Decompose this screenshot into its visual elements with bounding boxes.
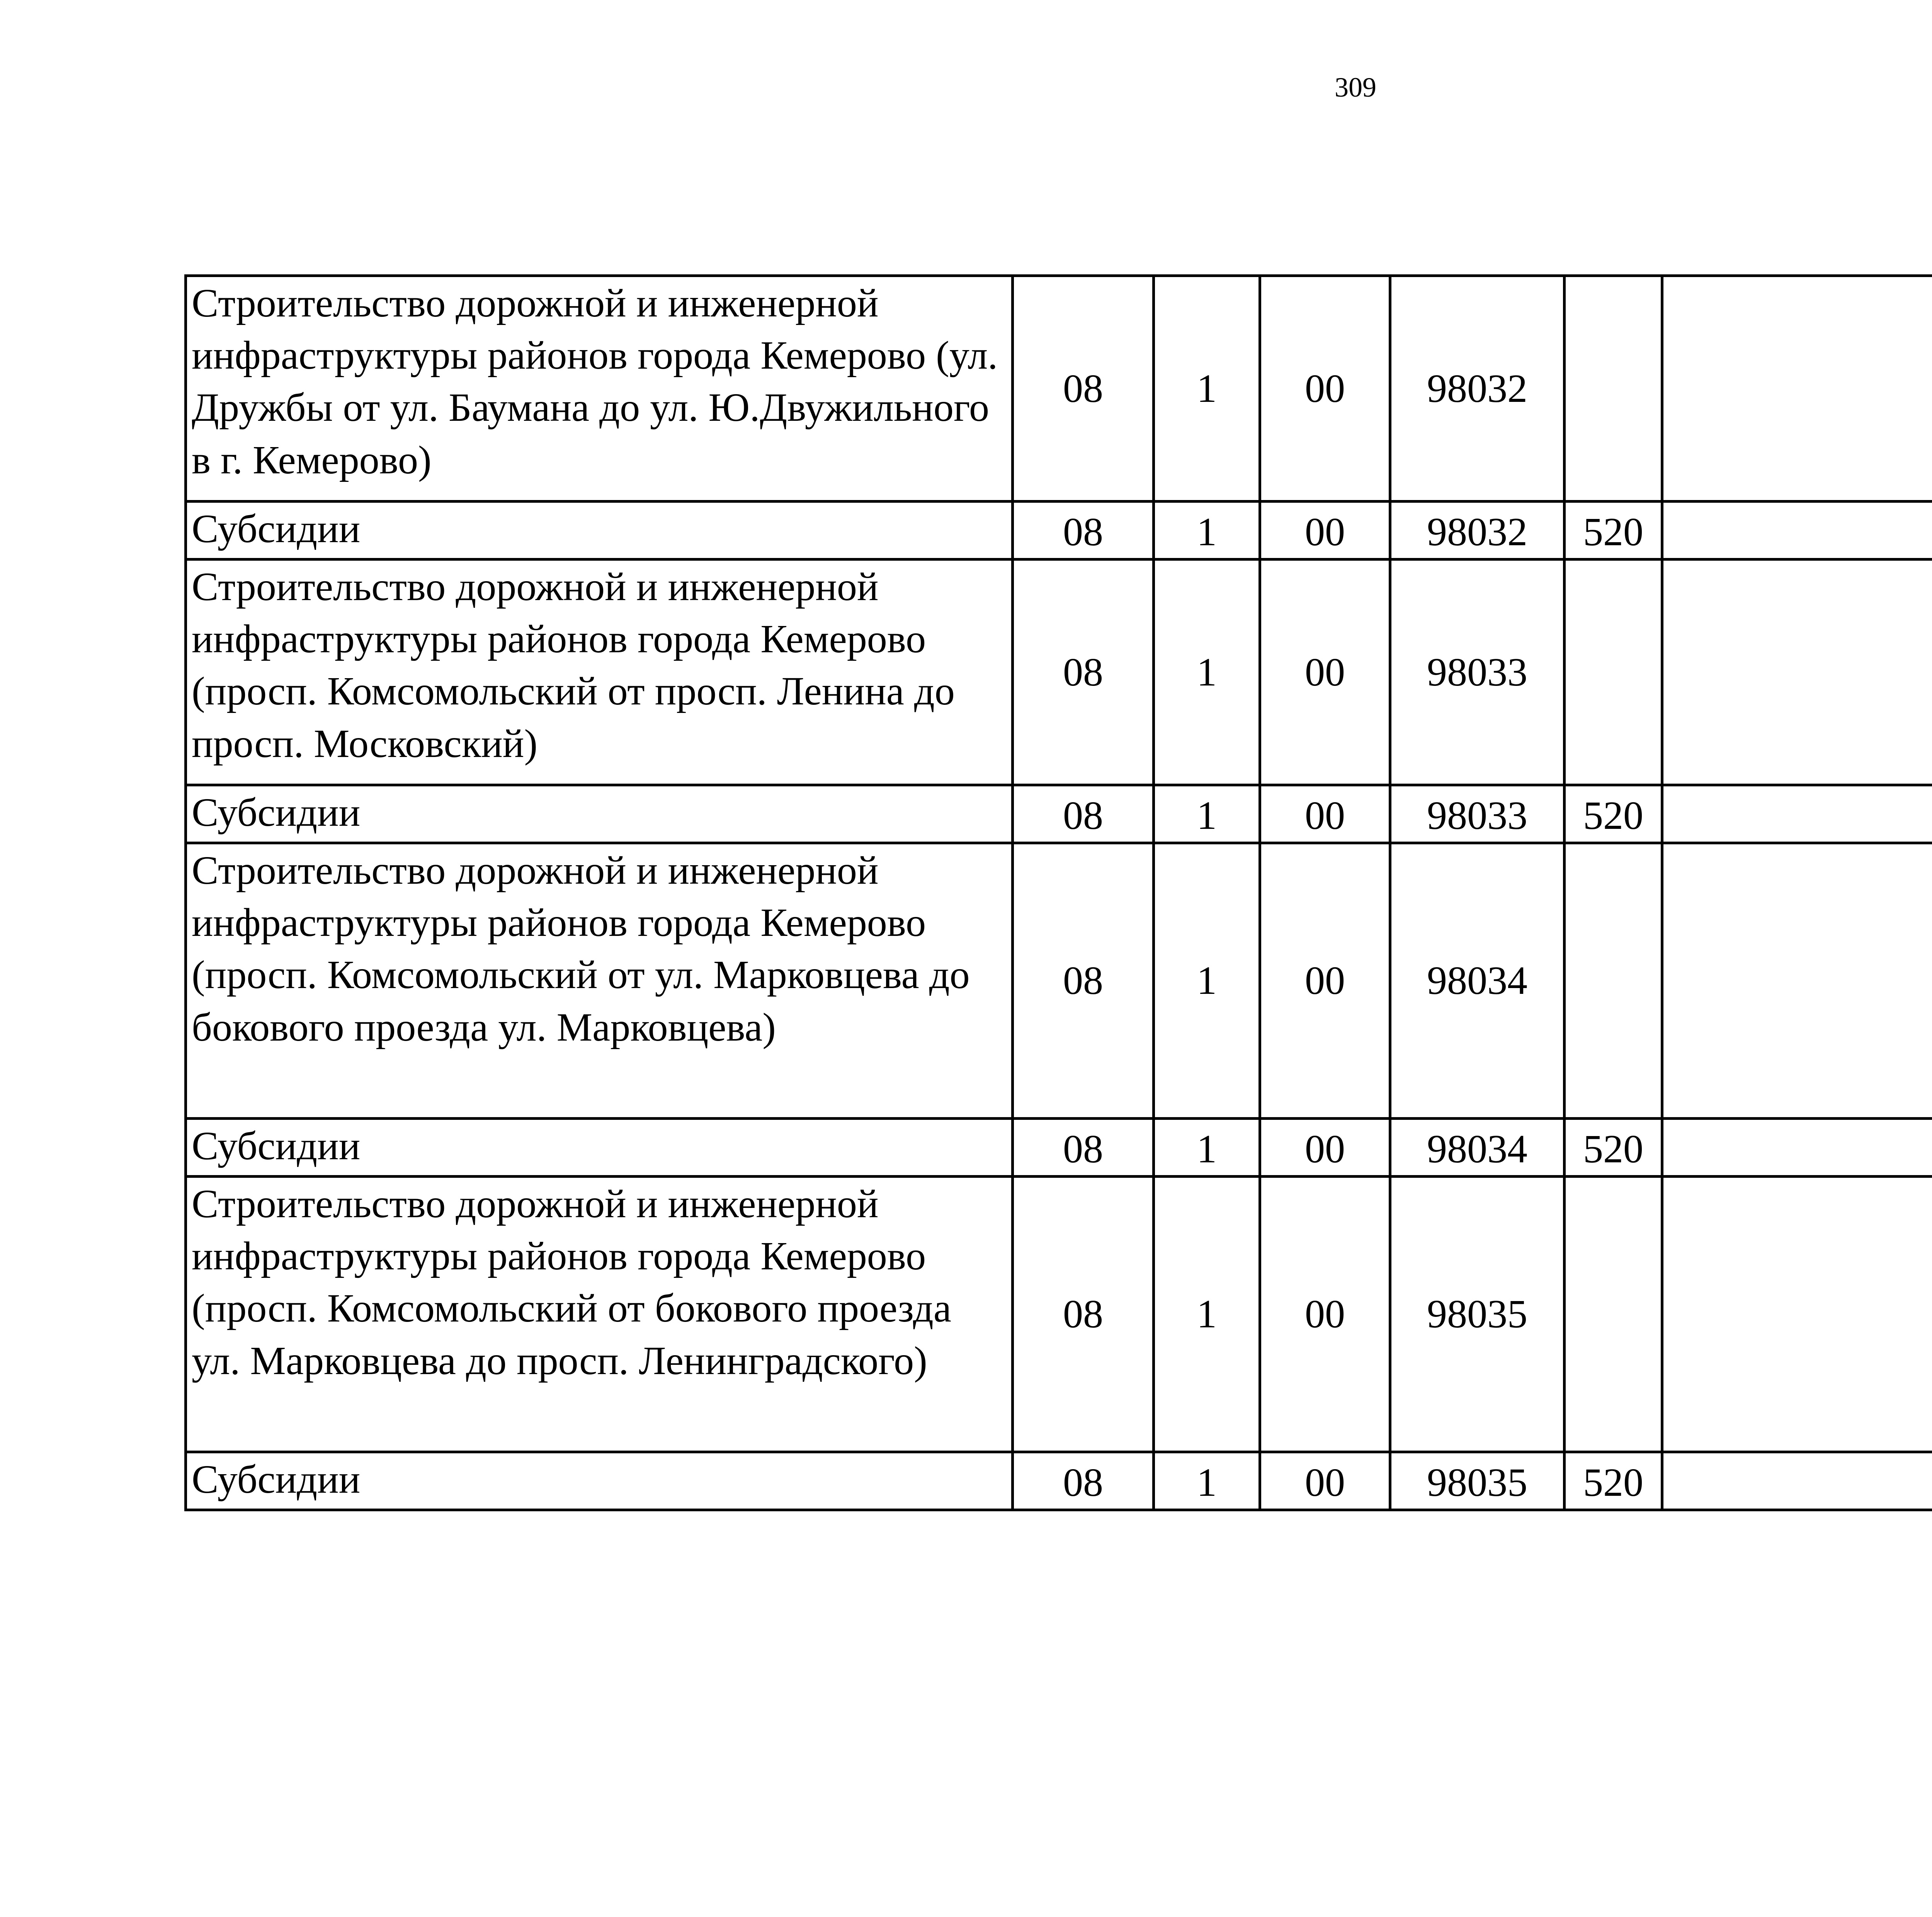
expense-type-code: 520 [1565, 502, 1662, 560]
section-code: 08 [1013, 560, 1154, 785]
expense-type-code: 520 [1565, 785, 1662, 843]
section-code: 08 [1013, 785, 1154, 843]
section-code: 08 [1013, 1452, 1154, 1510]
amount-column-1 [1662, 785, 1932, 843]
target-article-code: 98032 [1390, 502, 1565, 560]
target-article-code: 98035 [1390, 1177, 1565, 1452]
program-code: 1 [1154, 785, 1260, 843]
section-code: 08 [1013, 843, 1154, 1119]
subprogram-code: 00 [1260, 843, 1390, 1119]
subprogram-code: 00 [1260, 785, 1390, 843]
program-code: 1 [1154, 1452, 1260, 1510]
expense-type-code [1565, 560, 1662, 785]
amount-column-1 [1662, 276, 1932, 502]
table-row [186, 276, 1932, 502]
table-row [186, 560, 1932, 785]
target-article-code: 98034 [1390, 843, 1565, 1119]
program-code: 1 [1154, 502, 1260, 560]
amount-column-1 [1662, 1452, 1932, 1510]
amount-column-1 [1662, 1119, 1932, 1177]
section-code: 08 [1013, 276, 1154, 502]
target-article-code: 98035 [1390, 1452, 1565, 1510]
subprogram-code: 00 [1260, 1452, 1390, 1510]
subprogram-code: 00 [1260, 276, 1390, 502]
row-description: Субсидии [186, 1452, 1013, 1510]
program-code: 1 [1154, 843, 1260, 1119]
table-row [186, 1452, 1932, 1510]
row-description: Строительство дорожной и инженерной инфраструктуры районов города Кемерово (просп. Комсомольский от просп. Ленина до просп. Московский) [186, 560, 1013, 785]
section-code: 08 [1013, 502, 1154, 560]
table-row [186, 502, 1932, 560]
section-code: 08 [1013, 1177, 1154, 1452]
program-code: 1 [1154, 276, 1260, 502]
row-description: Субсидии [186, 1119, 1013, 1177]
table-row [186, 785, 1932, 843]
row-description: Субсидии [186, 785, 1013, 843]
amount-column-1 [1662, 502, 1932, 560]
target-article-code: 98032 [1390, 276, 1565, 502]
subprogram-code: 00 [1260, 1119, 1390, 1177]
row-description: Строительство дорожной и инженерной инфраструктуры районов города Кемерово (просп. Комсомольский от бокового проезда ул. Марковцева до просп. Ленинградского) [186, 1177, 1013, 1452]
amount-column-1 [1662, 843, 1932, 1119]
table-row [186, 1119, 1932, 1177]
expense-type-code [1565, 843, 1662, 1119]
target-article-code: 98034 [1390, 1119, 1565, 1177]
table-row [186, 1177, 1932, 1452]
subprogram-code: 00 [1260, 502, 1390, 560]
expense-type-code: 520 [1565, 1119, 1662, 1177]
target-article-code: 98033 [1390, 785, 1565, 843]
expense-type-code: 520 [1565, 1452, 1662, 1510]
amount-column-1 [1662, 560, 1932, 785]
subprogram-code: 00 [1260, 560, 1390, 785]
row-description: Строительство дорожной и инженерной инфраструктуры районов города Кемерово (ул. Дружбы от ул. Баумана до ул. Ю.Двужильного в г. Кемерово) [186, 276, 1013, 502]
section-code: 08 [1013, 1119, 1154, 1177]
row-description: Субсидии [186, 502, 1013, 560]
subprogram-code: 00 [1260, 1177, 1390, 1452]
program-code: 1 [1154, 1177, 1260, 1452]
target-article-code: 98033 [1390, 560, 1565, 785]
amount-column-1 [1662, 1177, 1932, 1452]
budget-table [184, 274, 1932, 1511]
program-code: 1 [1154, 560, 1260, 785]
row-description: Строительство дорожной и инженерной инфраструктуры районов города Кемерово (просп. Комсомольский от ул. Марковцева до бокового проезда ул. Марковцева) [186, 843, 1013, 1119]
page-number: 309 [1335, 72, 1376, 103]
expense-type-code [1565, 276, 1662, 502]
expense-type-code [1565, 1177, 1662, 1452]
program-code: 1 [1154, 1119, 1260, 1177]
table-row [186, 843, 1932, 1119]
